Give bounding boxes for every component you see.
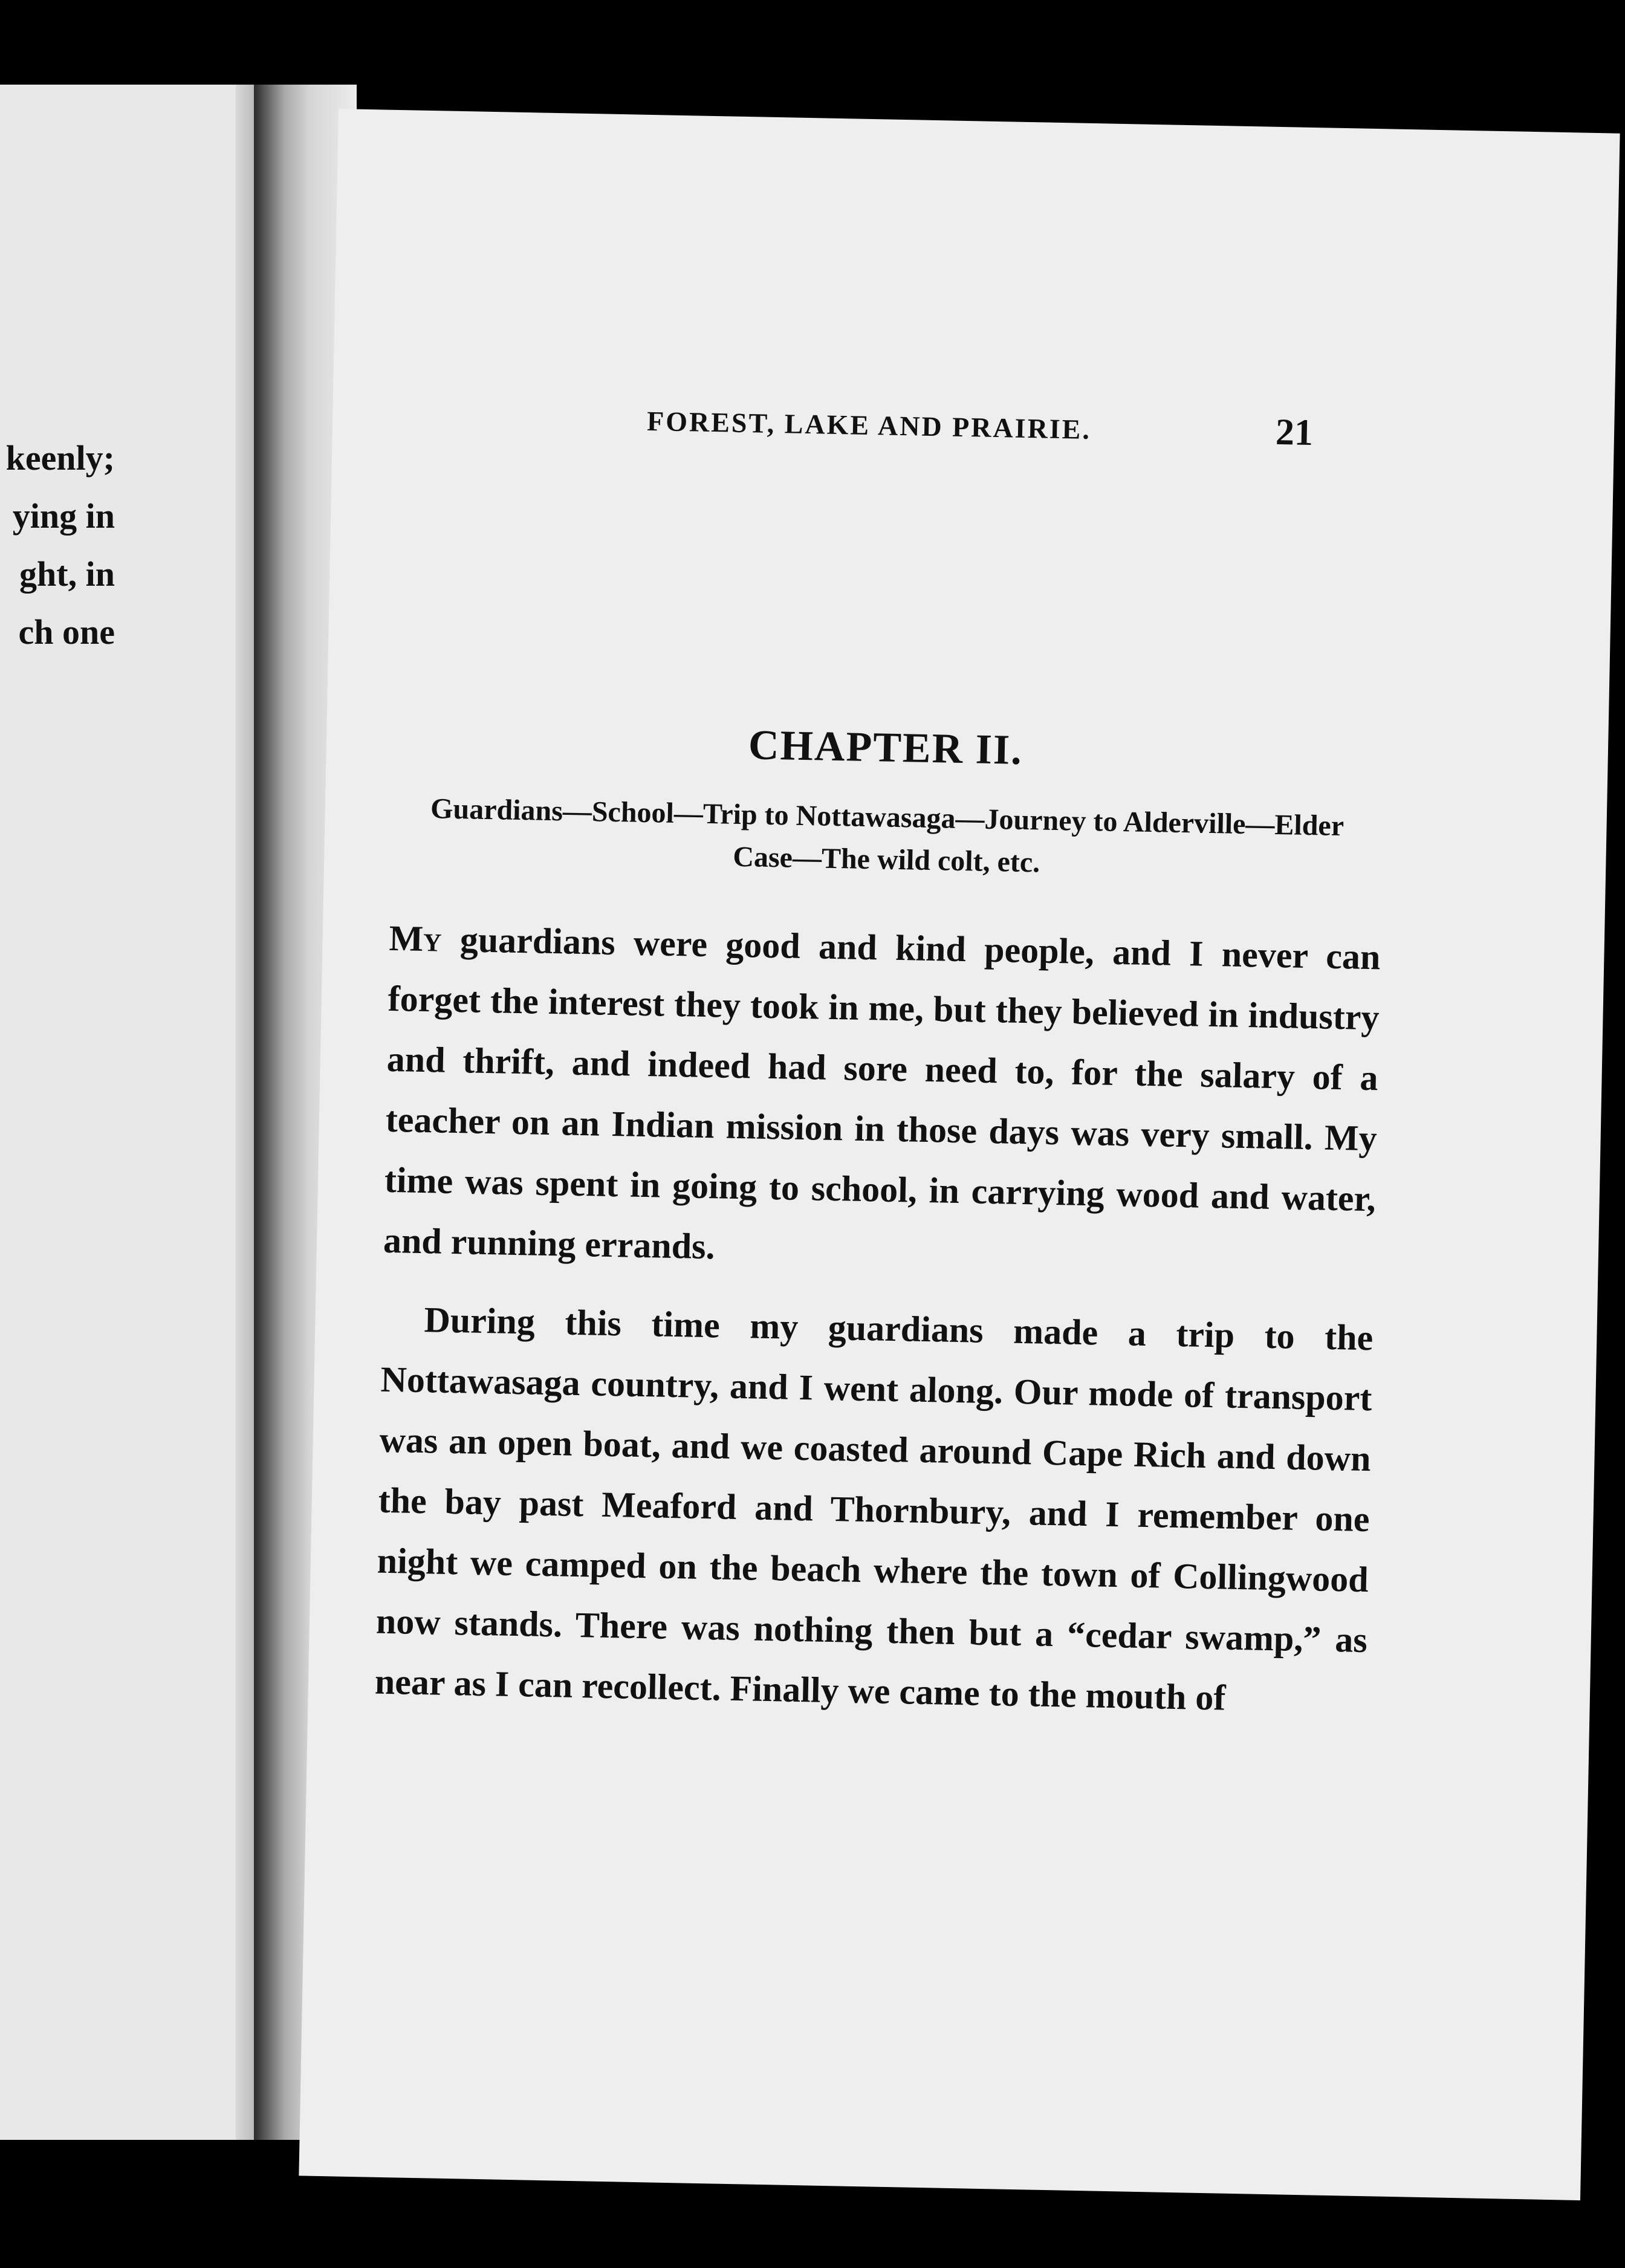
running-head: FOREST, LAKE AND PRAIRIE. — [646, 405, 1092, 445]
left-line: ch one — [18, 612, 115, 652]
left-line: ght, in — [19, 554, 115, 594]
paragraph-text: During this time my guardians made a trip to the Nottawasaga country, and I went along. Our mode of transport was an open boat, and we coasted around Cape Rich and down the bay past Meaford and Thornbury, and I remember one night we camped on the beach where the town of Collingwood now stands. There was nothing then but a “cedar swamp,” as near as I can recollect. Finally we came to the mouth of — [374, 1300, 1374, 1718]
left-line: ying in — [12, 496, 115, 536]
page-number: 21 — [1275, 411, 1314, 454]
left-page-edge — [236, 85, 254, 2140]
chapter-title: CHAPTER II. — [748, 722, 1023, 774]
paragraph-text: guardians were good and kind people, and I never can forget the interest they took in me, but they believed in industry and thrift, and indeed had sore need to, for the salary of a teacher on an Indian mission in those days was very small. My time was spent in going to school, in carrying wood and water, and running errands. — [383, 919, 1381, 1267]
left-line: keenly; — [5, 438, 115, 478]
left-page-text — [6, 429, 115, 661]
paragraph — [383, 908, 1381, 1289]
paragraph-lead: My — [389, 918, 443, 959]
body-text — [374, 908, 1381, 1749]
right-page — [299, 109, 1620, 2200]
left-page — [0, 85, 254, 2140]
paragraph — [374, 1289, 1374, 1731]
chapter-summary: Guardians—School—Trip to Nottawasaga—Journey to Alderville—Elder Case—The wild colt, etc. — [430, 792, 1344, 879]
